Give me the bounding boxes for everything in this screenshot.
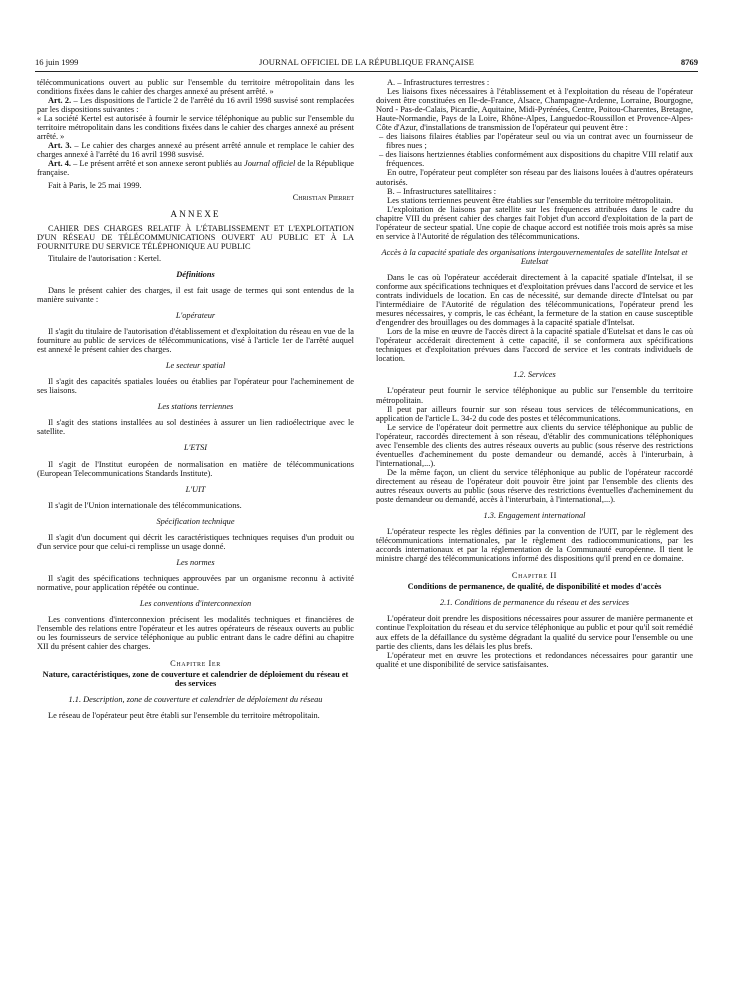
definition-heading: L'opérateur bbox=[175, 310, 216, 320]
titulaire: Titulaire de l'autorisation : Kertel. bbox=[48, 253, 162, 263]
definition-heading: Les stations terriennes bbox=[157, 402, 234, 412]
definition-heading: Le secteur spatial bbox=[165, 361, 226, 371]
subsection-heading: 1.1. Description, zone de couverture et calendrier de déploiement du réseau bbox=[68, 695, 323, 705]
paragraph: A. – Infrastructures terrestres : bbox=[387, 78, 490, 87]
paragraph: Il s'agit des spécifications techniques approuvées par un organisme reconnu à activité normative, pour application répétée ou continue. bbox=[37, 573, 354, 592]
article-text: – Le cahier des charges annexé au présent arrêté annule et remplace le cahier des charges annexé à l'arrêté du 16 avril 1998 susvisé. bbox=[37, 141, 355, 160]
page-header bbox=[35, 57, 698, 71]
fait-a-paris: Fait à Paris, le 25 mai 1999. bbox=[48, 180, 142, 190]
paragraph: Il s'agit d'un document qui décrit les caractéristiques techniques requises d'un produit ou d'un service pour que celui-ci remplisse un usage donné. bbox=[37, 532, 354, 551]
article-text: de la République française. bbox=[37, 159, 355, 178]
article-3 bbox=[37, 141, 354, 159]
paragraph: L'exploitation de liaisons par satellite sur les fréquences attribuées dans le cadre du chapitre VIII du présent cahier des charges fait l'objet d'un accord d'exploitation de la part de l'opérateur de secteur spatial. Une copie de chaque accord est notifiée trois mois après sa mise en service à l'Autorité de régulation des télécommunications. bbox=[376, 204, 693, 241]
list-item: – des liaisons filaires établies par l'opérateur seul ou via un contrat avec un fournisseur de fibres nues ; bbox=[379, 132, 693, 151]
article-4 bbox=[37, 159, 354, 177]
paragraph: De la même façon, un client du service téléphonique au public de l'opérateur raccordé directement au réseau de l'opérateur doit pouvoir être joint par l'ensemble des clients des autres réseaux ouverts au public (sous réserve des restrictions éventuelles d'acheminement du poste demandeur ou demandé, accès à l'interurbain, à l'international,...). bbox=[376, 467, 693, 505]
article-text: – Les dispositions de l'article 2 de l'arrêté du 16 avril 1998 susvisé sont remplacées par les dispositions suivantes : bbox=[37, 96, 355, 115]
paragraph: Il peut par ailleurs fournir sur son réseau tous services de télécommunications, en application de l'article L. 34-2 du code des postes et télécommunications. bbox=[376, 404, 693, 423]
subsection-heading: 1.3. Engagement international bbox=[483, 511, 586, 521]
paragraph: Les liaisons fixes nécessaires à l'établissement et à l'exploitation du réseau de l'opérateur doivent être constituées en Ile-de-France, Alsace, Champagne-Ardenne, Lorraine, Bourgogne, Nord - Pas-de-Calais, Picardie, Aquitaine, Midi-Pyrénées, Centre, Poitou-Charentes, Bretagne, Haute-Normandie, Pays de la Loire, Rhône-Alpes, Languedoc-Roussillon et Provence-Alpes-Côte d'Azur, d'installations de transmission de l'opérateur qui peuvent être : bbox=[376, 87, 693, 133]
paragraph: Les stations terriennes peuvent être établies sur l'ensemble du territoire métropolitain. bbox=[387, 195, 673, 205]
paragraph: Il s'agit des stations installées au sol destinées à assurer un lien radioélectrique avec le satellite. bbox=[37, 418, 354, 437]
paragraph: L'opérateur met en œuvre les protections et redondances nécessaires pour garantir une qualité et une disponibilité de service satisfaisantes. bbox=[376, 650, 693, 669]
paragraph: L'opérateur peut fournir le service téléphonique au public sur l'ensemble du territoire métropolitain. bbox=[376, 386, 693, 405]
paragraph: Dans le présent cahier des charges, il est fait usage de termes qui sont entendus de la manière suivante : bbox=[37, 285, 354, 304]
right-column bbox=[376, 78, 693, 669]
chapter-title: Nature, caractéristiques, zone de couverture et calendrier de déploiement du réseau et des services bbox=[42, 670, 349, 689]
paragraph: Le réseau de l'opérateur peut être établi sur l'ensemble du territoire métropolitain. bbox=[48, 711, 320, 721]
article-text: – Le présent arrêté et son annexe seront publiés au bbox=[70, 159, 245, 169]
subsection-heading: 1.2. Services bbox=[513, 370, 556, 380]
definition-heading: Les conventions d'interconnexion bbox=[139, 598, 252, 608]
article-label: Art. 2. bbox=[48, 96, 72, 106]
header-rule bbox=[35, 71, 698, 72]
header-journal-title: JOURNAL OFFICIEL DE LA RÉPUBLIQUE FRANÇAISE bbox=[259, 57, 474, 67]
article-label: Art. 4. bbox=[48, 159, 71, 169]
paragraph: Dans le cas où l'opérateur accéderait directement à la capacité spatiale d'Intelsat, il se conforme aux spécifications techniques et d'exploitation prévues dans l'accord de service et les contrats individuels de location. En cas de nécessité, sur demande directe d'Intelsat ou par l'intermédiaire de l'Autorité de régulation des télécommunications, l'opérateur prend les mesures nécessaires, y compris, le cas échéant, la fermeture de la station en cause susceptible d'engendrer des brouillages ou des dommages à la capacité spatiale d'Intelsat. bbox=[376, 272, 693, 328]
left-column bbox=[37, 78, 354, 720]
paragraph: Lors de la mise en œuvre de l'accès direct à la capacité spatiale d'Eutelsat et dans le cas où l'opérateur accéderait directement à cette capacité, il se conformera aux spécifications techniques et d'exploitation prévues dans l'accord de service et les contrats individuels de location. bbox=[376, 327, 693, 364]
article-2 bbox=[37, 96, 354, 114]
chapter-title: Conditions de permanence, de qualité, de disponibilité et modes d'accès bbox=[407, 582, 662, 592]
article-quote: « La société Kertel est autorisée à fournir le service téléphonique au public sur l'ensemble du territoire métropolitain dans les conditions fixées dans le cahier des charges annexé au présent arrêté. » bbox=[37, 114, 354, 142]
chapter-heading: Chapitre II bbox=[511, 571, 558, 581]
paragraph: Il s'agit de l'Institut européen de normalisation en matière de télécommunications (European Telecommunications Standards Institute). bbox=[37, 459, 354, 478]
definition-heading: L'UIT bbox=[185, 484, 206, 494]
definition-heading: L'ETSI bbox=[183, 443, 208, 453]
paragraph: Il s'agit des capacités spatiales louées ou établies par l'opérateur pour l'acheminement de ses liaisons. bbox=[37, 377, 354, 396]
paragraph: Le service de l'opérateur doit permettre aux clients du service téléphonique au public de l'opérateur, raccordés directement à son réseau, d'établir des communications téléphoniques avec l'ensemble des clients des autres réseaux ouverts au public (sous réserve des restrictions éventuelles d'acheminement du poste demandeur ou demandé, accès à l'interurbain, à l'international,...). bbox=[376, 422, 693, 468]
list-item: – des liaisons hertziennes établies conformément aux dispositions du chapitre VIII relatif aux fréquences. bbox=[379, 150, 693, 169]
header-page-number: 8769 bbox=[680, 57, 698, 67]
subsection-heading: Accès à la capacité spatiale des organisations intergouvernementales de satellite Intelsat et Eutelsat bbox=[381, 247, 688, 266]
paragraph: L'opérateur respecte les règles définies par la convention de l'UIT, par le règlement des télécommunications internationales, par le règlement des radiocommunications, par les accords internationaux et par la réglementation de la Communauté européenne. Il tient le ministre chargé des télécommunications informé des dispositions qu'il prend en ce domaine. bbox=[376, 527, 693, 564]
definition-heading: Spécification technique bbox=[156, 516, 235, 526]
paragraph: En outre, l'opérateur peut compléter son réseau par des liaisons louées à d'autres opérateurs autorisés. bbox=[376, 168, 693, 187]
article-text-italic: Journal officiel bbox=[244, 159, 296, 169]
paragraph: L'opérateur doit prendre les dispositions nécessaires pour assurer de manière permanente et continue l'exploitation du réseau et du service téléphonique au public et pour qu'il soit remédié aux effets de la défaillance du système dégradant la qualité du service pour l'ensemble ou une partie des clients, dans les délais les plus brefs. bbox=[376, 614, 693, 651]
chapter-heading: Chapitre Ier bbox=[170, 659, 221, 669]
annexe-heading: ANNEXE bbox=[170, 209, 221, 220]
definition-heading: Les normes bbox=[176, 557, 215, 567]
subsection-heading: 2.1. Conditions de permanence du réseau et des services bbox=[439, 598, 630, 608]
article-label: Art. 3. bbox=[48, 141, 72, 151]
header-date: 16 juin 1999 bbox=[35, 57, 79, 67]
paragraph: B. – Infrastructures satellitaires : bbox=[387, 186, 497, 196]
paragraph: Il s'agit du titulaire de l'autorisation d'établissement et d'exploitation du réseau en vue de la fourniture au public de services de télécommunications, visé à l'article 1er de l'arrêté auquel est annexé le présent cahier des charges. bbox=[37, 327, 354, 355]
section-heading: Définitions bbox=[176, 269, 215, 279]
signature: Christian Pierret bbox=[292, 192, 354, 202]
paragraph: Les conventions d'interconnexion précisent les modalités techniques et financières de l'ensemble des relations entre l'opérateur et les autres opérateurs de réseaux ouverts au public ou les fournisseurs de service téléphonique au public entrant dans le cadre défini au chapitre XII du présent cahier des charges. bbox=[37, 615, 354, 652]
cahier-title: CAHIER DES CHARGES RELATIF À L'ÉTABLISSEMENT ET L'EXPLOITATION D'UN RÉSEAU DE TÉLÉCOMMUNICATIONS OUVERT AU PUBLIC ET À LA FOURNITURE DU SERVICE TÉLÉPHONIQUE AU PUBLIC bbox=[37, 223, 354, 251]
paragraph: télécommunications ouvert au public sur l'ensemble du territoire métropolitain dans les conditions fixées dans le cahier des charges annexé au présent arrêté. » bbox=[37, 78, 354, 97]
paragraph: Il s'agit de l'Union internationale des télécommunications. bbox=[48, 500, 242, 510]
